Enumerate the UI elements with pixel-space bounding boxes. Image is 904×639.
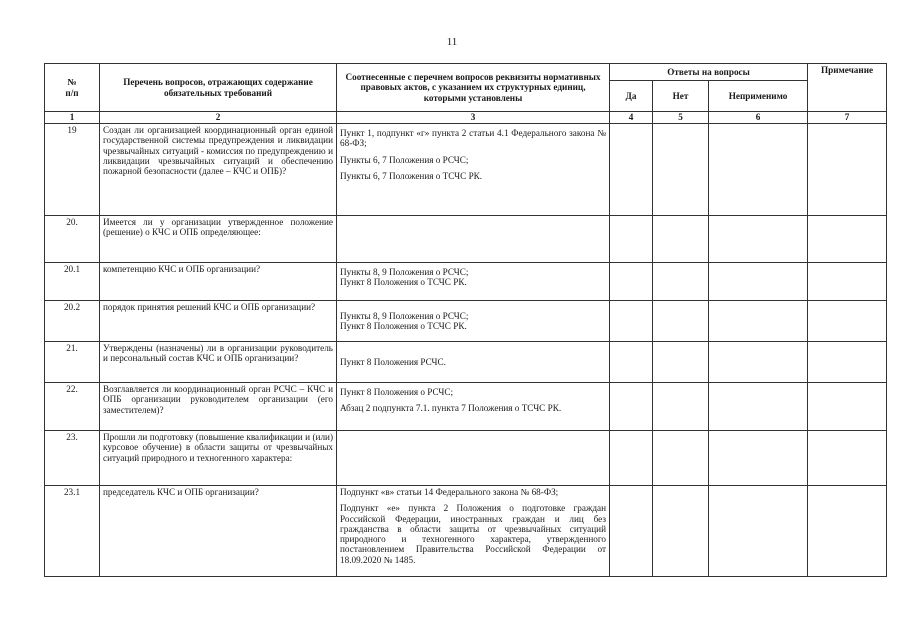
table-row bbox=[45, 486, 887, 577]
row-number: 20.2 bbox=[45, 301, 100, 342]
answer-yes-cell[interactable] bbox=[610, 342, 653, 383]
row-references bbox=[337, 124, 610, 216]
column-number: 1 bbox=[45, 112, 100, 124]
row-references bbox=[337, 216, 610, 263]
answer-yes-cell[interactable] bbox=[610, 124, 653, 216]
note-cell[interactable] bbox=[808, 342, 887, 383]
column-number: 3 bbox=[337, 112, 610, 124]
reference-text: Пункты 8, 9 Положения о РСЧС; Пункт 8 Положения о ТСЧС РК. bbox=[340, 310, 469, 331]
header-note: Примечание bbox=[808, 64, 887, 112]
table-row bbox=[45, 216, 887, 263]
note-cell[interactable] bbox=[808, 216, 887, 263]
row-number: 20.1 bbox=[45, 263, 100, 301]
note-cell[interactable] bbox=[808, 124, 887, 216]
row-question: Возглавляется ли координационный орган РСЧС – КЧС и ОПБ организации руководителем организации (его заместителем)? bbox=[100, 383, 337, 431]
answer-no-cell[interactable] bbox=[653, 124, 709, 216]
answer-na-cell[interactable] bbox=[709, 431, 808, 486]
answer-na-cell[interactable] bbox=[709, 486, 808, 577]
row-references bbox=[337, 263, 610, 301]
answer-yes-cell[interactable] bbox=[610, 216, 653, 263]
table-row bbox=[45, 431, 887, 486]
row-question: компетенцию КЧС и ОПБ организации? bbox=[100, 263, 337, 301]
row-question: Утверждены (назначены) ли в организации руководитель и персональный состав КЧС и ОПБ организации? bbox=[100, 342, 337, 383]
note-cell[interactable] bbox=[808, 431, 887, 486]
reference-text: Подпункт «в» статьи 14 Федерального закона № 68-ФЗ; bbox=[340, 487, 559, 497]
reference-text: Пункты 8, 9 Положения о РСЧС; Пункт 8 Положения о ТСЧС РК. bbox=[340, 267, 469, 288]
header-questions: Перечень вопросов, отражающих содержание обязательных требований bbox=[100, 64, 337, 112]
row-references bbox=[337, 342, 610, 383]
header-refs: Соотнесенные с перечнем вопросов реквизиты нормативных правовых актов, с указанием их структурных единиц, которыми установлены bbox=[337, 64, 610, 112]
column-number: 5 bbox=[653, 112, 709, 124]
row-number: 23. bbox=[45, 431, 100, 486]
column-number: 6 bbox=[709, 112, 808, 124]
row-question: Создан ли организацией координационный орган единой государственной системы предупреждения и ликвидации чрезвычайных ситуаций - комиссия по предупреждению и ликвидации чрезвычайных ситуаций и обеспечению пожарной безопасности (далее – КЧС и ОПБ)? bbox=[100, 124, 337, 216]
reference-text: Пункты 6, 7 Положения о ТСЧС РК. bbox=[340, 170, 483, 181]
row-question: порядок принятия решений КЧС и ОПБ организации? bbox=[100, 301, 337, 342]
row-references bbox=[337, 431, 610, 486]
table-row bbox=[45, 342, 887, 383]
answer-no-cell[interactable] bbox=[653, 301, 709, 342]
answer-na-cell[interactable] bbox=[709, 383, 808, 431]
note-cell[interactable] bbox=[808, 301, 887, 342]
header-num: № п/п bbox=[45, 64, 100, 112]
answer-no-cell[interactable] bbox=[653, 431, 709, 486]
row-question: Имеется ли у организации утвержденное положение (решение) о КЧС и ОПБ определяющее: bbox=[100, 216, 337, 263]
header-yes: Да bbox=[610, 81, 653, 112]
reference-text: Пункт 8 Положения РСЧС. bbox=[340, 356, 446, 367]
answer-na-cell[interactable] bbox=[709, 301, 808, 342]
row-number: 20. bbox=[45, 216, 100, 263]
table-row bbox=[45, 124, 887, 216]
note-cell[interactable] bbox=[808, 263, 887, 301]
reference-text: Абзац 2 подпункта 7.1. пункта 7 Положения о ТСЧС РК. bbox=[340, 403, 562, 414]
table-row bbox=[45, 263, 887, 301]
answer-no-cell[interactable] bbox=[653, 383, 709, 431]
answer-na-cell[interactable] bbox=[709, 263, 808, 301]
page-number: 11 bbox=[446, 36, 458, 48]
answer-no-cell[interactable] bbox=[653, 342, 709, 383]
answer-yes-cell[interactable] bbox=[610, 431, 653, 486]
row-question: председатель КЧС и ОПБ организации? bbox=[100, 486, 337, 577]
column-number-row bbox=[45, 112, 887, 124]
header-no: Нет bbox=[653, 81, 709, 112]
row-question: Прошли ли подготовку (повышение квалификации и (или) курсовое обучение) в области защиты от чрезвычайных ситуаций природного и техногенного характера: bbox=[100, 431, 337, 486]
answer-na-cell[interactable] bbox=[709, 124, 808, 216]
row-number: 19 bbox=[45, 124, 100, 216]
reference-text: Пункты 6, 7 Положения о РСЧС; bbox=[340, 154, 469, 165]
answer-yes-cell[interactable] bbox=[610, 383, 653, 431]
answer-yes-cell[interactable] bbox=[610, 486, 653, 577]
column-number: 7 bbox=[808, 112, 887, 124]
row-references bbox=[337, 383, 610, 431]
table-row bbox=[45, 301, 887, 342]
header-row bbox=[45, 64, 887, 81]
row-references bbox=[337, 301, 610, 342]
answer-no-cell[interactable] bbox=[653, 263, 709, 301]
row-references bbox=[337, 486, 610, 577]
row-number: 22. bbox=[45, 383, 100, 431]
note-cell[interactable] bbox=[808, 486, 887, 577]
header-na: Неприменимо bbox=[709, 81, 808, 112]
checklist-table bbox=[44, 63, 887, 577]
header-answers: Ответы на вопросы bbox=[610, 64, 808, 81]
answer-no-cell[interactable] bbox=[653, 486, 709, 577]
reference-text: Пункт 8 Положения о РСЧС; bbox=[340, 387, 454, 397]
reference-text: Подпункт «е» пункта 2 Положения о подготовке граждан Российской Федерации, иностранных граждан и лиц без гражданства в области защиты от чрезвычайных ситуаций природного и техногенного характера, утвержденного постановлением Правительства Российской Федерации от 18.09.2020 № 1485. bbox=[340, 503, 606, 565]
answer-no-cell[interactable] bbox=[653, 216, 709, 263]
answer-na-cell[interactable] bbox=[709, 216, 808, 263]
row-number: 23.1 bbox=[45, 486, 100, 577]
note-cell[interactable] bbox=[808, 383, 887, 431]
answer-yes-cell[interactable] bbox=[610, 263, 653, 301]
answer-na-cell[interactable] bbox=[709, 342, 808, 383]
reference-text: Пункт 1, подпункт «г» пункта 2 статьи 4.1 Федерального закона № 68-ФЗ; bbox=[340, 128, 606, 149]
column-number: 2 bbox=[100, 112, 337, 124]
column-number: 4 bbox=[610, 112, 653, 124]
answer-yes-cell[interactable] bbox=[610, 301, 653, 342]
row-number: 21. bbox=[45, 342, 100, 383]
table-row bbox=[45, 383, 887, 431]
